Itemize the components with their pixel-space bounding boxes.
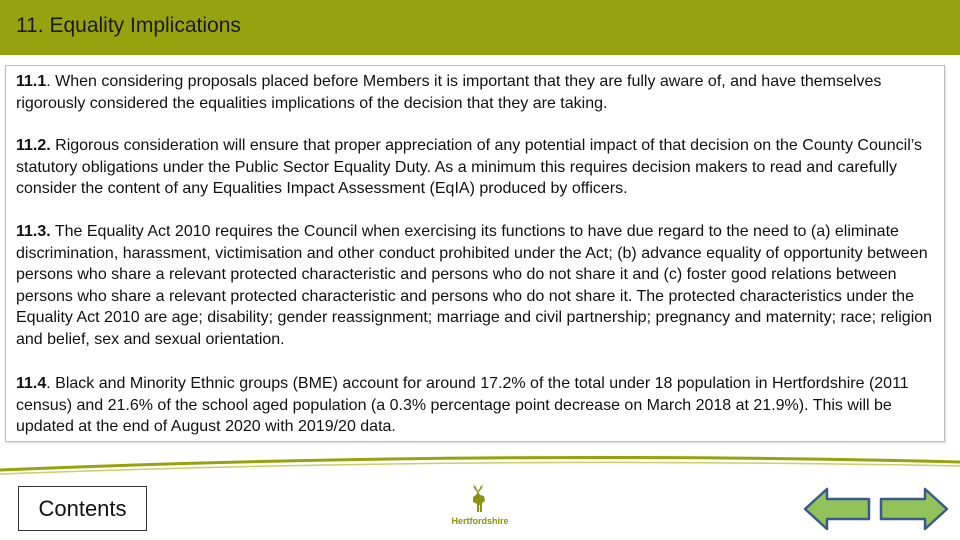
paragraph-11-4 — [16, 373, 941, 438]
paragraph-11-1 — [16, 71, 941, 114]
paragraph-11-2 — [16, 135, 941, 200]
logo-text: Hertfordshire — [451, 516, 509, 526]
stag-icon — [443, 482, 517, 516]
title-bar — [0, 0, 960, 55]
paragraph-number: 11.1 — [16, 73, 47, 90]
paragraph-text: The Equality Act 2010 requires the Council when exercising its functions to have due regard to the need to (a) eliminate discrimination, harassment, victimisation and other conduct prohibited under the Act; (b) advance equality of opportunity between persons who share a relevant protected characteristic and persons who do not share it and (c) foster good relations between persons who share a relevant protected characteristic and persons who do not share it. The protected characteristics under the Equality Act 2010 are age; disability; gender reassignment; marriage and civil partnership; pregnancy and maternity; race; religion and belief, sex and sexual orientation. — [16, 223, 933, 348]
right-arrow-icon[interactable] — [878, 486, 950, 532]
paragraph-number: 11.3. — [16, 223, 51, 240]
paragraph-11-3 — [16, 221, 941, 351]
paragraph-text: . When considering proposals placed before Members it is important that they are fully aware of, and have themselves rigorously considered the equalities implications of the decision that they are taking. — [16, 73, 882, 112]
paragraph-number: 11.2. — [16, 137, 51, 154]
decorative-swoosh — [0, 448, 960, 478]
paragraph-number: 11.4 — [16, 375, 47, 392]
hertfordshire-logo — [443, 482, 523, 530]
left-arrow-icon[interactable] — [802, 486, 872, 532]
contents-button[interactable]: Contents — [18, 486, 147, 531]
page-title: 11. Equality Implications — [16, 14, 241, 37]
paragraph-text: Rigorous consideration will ensure that proper appreciation of any potential impact of that decision on the County Council’s statutory obligations under the Public Sector Equality Duty. As a minimum this requires decision makers to read and carefully consider the content of any Equalities Impact Assessment (EqIA) produced by officers. — [16, 137, 923, 198]
paragraph-text: . Black and Minority Ethnic groups (BME) account for around 17.2% of the total under 18 population in Hertfordshire (2011 census) and 21.6% of the school aged population (a 0.3% percentage point decrease on March 2018 at 21.9%). This will be updated at the end of August 2020 with 2019/20 data. — [16, 375, 909, 436]
content-panel — [5, 65, 945, 442]
